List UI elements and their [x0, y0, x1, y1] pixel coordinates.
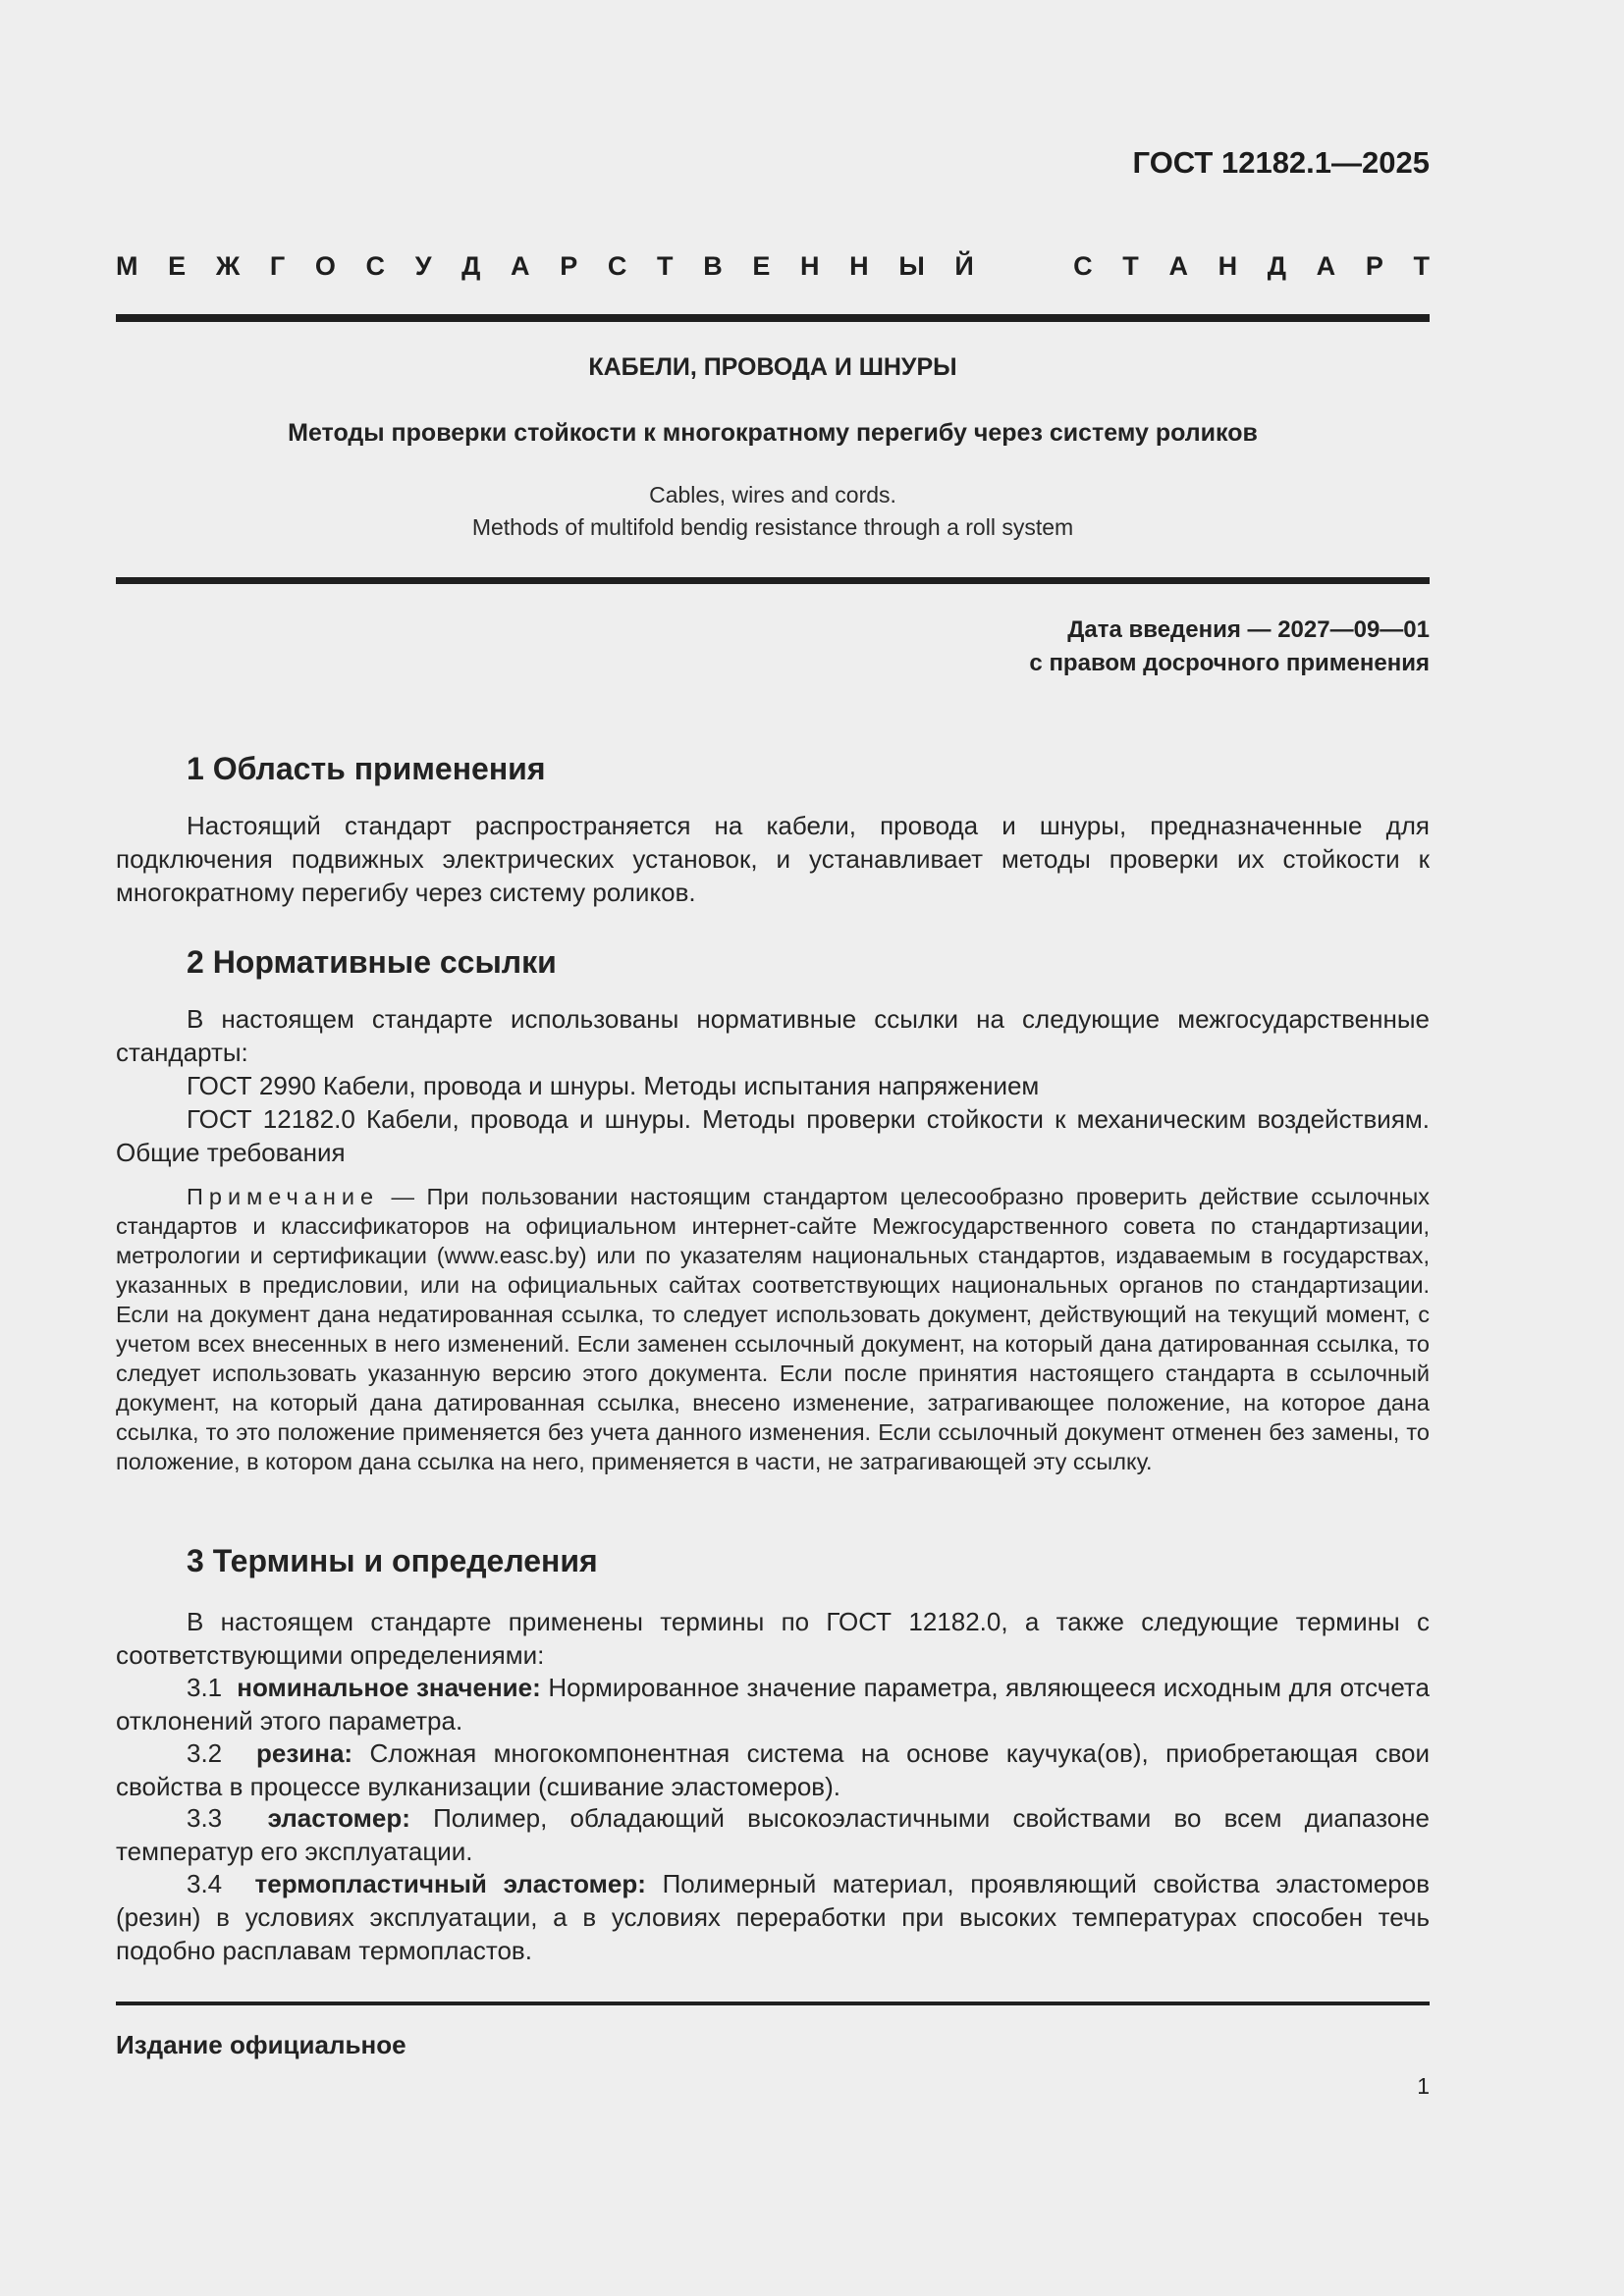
- term-name: резина:: [255, 1738, 353, 1768]
- section-1-text: Настоящий стандарт распространяется на кабели, провода и шнуры, предназначенные для подключения подвижных электрических установок, и устанавливает методы проверки их стойкости к многократному перегибу через систему роликов.: [116, 811, 1430, 907]
- term-definition: Полимерный материал, проявляющий свойства эластомеров (резин) в условиях эксплуатации, а в условиях переработки при высоких температурах способен течь подобно расплавам термопластов.: [116, 1869, 1431, 1965]
- english-title-line-2: Methods of multifold bendig resistance through a roll system: [471, 514, 1074, 540]
- section-3-text: В настоящем стандарте применены термины по ГОСТ 12182.0, а также следующие термины с соответствующими определениями:: [116, 1607, 1430, 1670]
- official-edition-label: Издание официальное: [116, 2030, 406, 2059]
- early-application-line: с правом досрочного применения: [1029, 650, 1430, 676]
- term-item: [116, 1867, 1430, 1967]
- introduction-date: [1029, 614, 1430, 680]
- section-2-text: В настоящем стандарте использованы нормативные ссылки на следующие межгосударственные стандарты:: [116, 1004, 1430, 1067]
- banner-letter: Р: [560, 251, 578, 281]
- page-number: 1: [1417, 2073, 1430, 2099]
- banner-letter: С: [1073, 251, 1093, 281]
- banner-letter: Н: [849, 251, 869, 281]
- banner-letter: Т: [657, 251, 674, 281]
- normative-reference-1: ГОСТ 2990 Кабели, провода и шнуры. Методы испытания напряжением: [187, 1071, 1040, 1100]
- banner-letter: Р: [1365, 251, 1383, 281]
- term-item: [116, 1671, 1430, 1737]
- term-number: 3.1: [187, 1673, 223, 1702]
- banner-letter: Т: [1122, 251, 1139, 281]
- document-title: КАБЕЛИ, ПРОВОДА И ШНУРЫ: [588, 353, 957, 381]
- banner-letter: А: [1168, 251, 1188, 281]
- banner-letter: У: [414, 251, 432, 281]
- banner-letter: Г: [269, 251, 286, 281]
- introduction-date-line: Дата введения — 2027—09—01: [1067, 616, 1430, 643]
- banner-letter: Т: [1413, 251, 1430, 281]
- footer-rule: [116, 2002, 1430, 2005]
- section-3-heading: 3 Термины и определения: [187, 1543, 598, 1578]
- term-definition: Нормированное значение параметра, являющееся исходным для отсчета отклонений этого параметра.: [116, 1673, 1430, 1735]
- banner-letter: Е: [752, 251, 771, 281]
- term-number: 3.4: [187, 1869, 223, 1898]
- banner-letter: Д: [1267, 251, 1287, 281]
- interstate-standard-banner: [116, 251, 1430, 282]
- term-name: эластомер:: [267, 1803, 410, 1833]
- banner-letter: Д: [461, 251, 481, 281]
- banner-letter: Н: [1218, 251, 1238, 281]
- term-item: [116, 1736, 1430, 1803]
- document-subtitle: Методы проверки стойкости к многократному перегибу через систему роликов: [288, 419, 1258, 447]
- term-definition: Сложная многокомпонентная система на основе каучука(ов), приобретающая свои свойства в процессе вулканизации (сшивание эластомеров).: [116, 1738, 1430, 1801]
- note-label: Примечание: [187, 1184, 380, 1209]
- note-paragraph: [116, 1182, 1430, 1476]
- note-text: — При пользовании настоящим стандартом целесообразно проверить действие ссылочных стандартов и классификаторов на официальном интернет-сайте Межгосударственного совета по стандартизации, метрологии и сертификации (www.easc.by) или по указателям национальных стандартов, издаваемым в государствах, указанных в предисловии, или на официальных сайтах соответствующих национальных органов по стандартизации. Если на документ дана недатированная ссылка, то следует использовать документ, действующий на текущий момент, с учетом всех внесенных в него изменений. Если заменен ссылочный документ, на который дана датированная ссылка, то следует использовать указанную версию этого документа. Если после принятия настоящего стандарта в ссылочный документ, на который дана датированная ссылка, внесено изменение, затрагивающее положение, на которое дана ссылка, то это положение применяется без учета данного изменения. Если ссылочный документ отменен без замены, то положение, в котором дана ссылка на него, применяется в части, не затрагивающей эту ссылку.: [116, 1184, 1430, 1474]
- english-title-line-1: Cables, wires and cords.: [649, 482, 896, 507]
- term-number: 3.3: [187, 1803, 223, 1833]
- term-item: [116, 1801, 1430, 1868]
- term-name: номинальное значение:: [237, 1673, 541, 1702]
- term-definition: Полимер, обладающий высокоэластичными свойствами во всем диапазоне температур его эксплуатации.: [116, 1803, 1430, 1866]
- banner-letter: Е: [168, 251, 187, 281]
- title-rule: [116, 577, 1430, 584]
- banner-letter: Й: [954, 251, 974, 281]
- banner-letter: С: [607, 251, 627, 281]
- banner-letter: В: [703, 251, 723, 281]
- banner-letter: Ы: [898, 251, 925, 281]
- section-1-heading: 1 Область применения: [187, 751, 546, 786]
- banner-letter: А: [1316, 251, 1336, 281]
- banner-word-gap: [1003, 251, 1043, 282]
- normative-reference-2: ГОСТ 12182.0 Кабели, провода и шнуры. Методы проверки стойкости к механическим воздействиям. Общие требования: [116, 1104, 1430, 1167]
- term-name: термопластичный эластомер:: [254, 1869, 646, 1898]
- banner-letter: М: [116, 251, 138, 281]
- banner-letter: О: [314, 251, 336, 281]
- section-2-heading: 2 Нормативные ссылки: [187, 944, 557, 980]
- banner-letter: С: [365, 251, 386, 281]
- term-number: 3.2: [187, 1738, 223, 1768]
- banner-letter: А: [511, 251, 530, 281]
- banner-letter: Н: [800, 251, 820, 281]
- header-rule: [116, 314, 1430, 322]
- banner-letter: Ж: [215, 251, 241, 281]
- standard-designation: ГОСТ 12182.1—2025: [1132, 145, 1430, 180]
